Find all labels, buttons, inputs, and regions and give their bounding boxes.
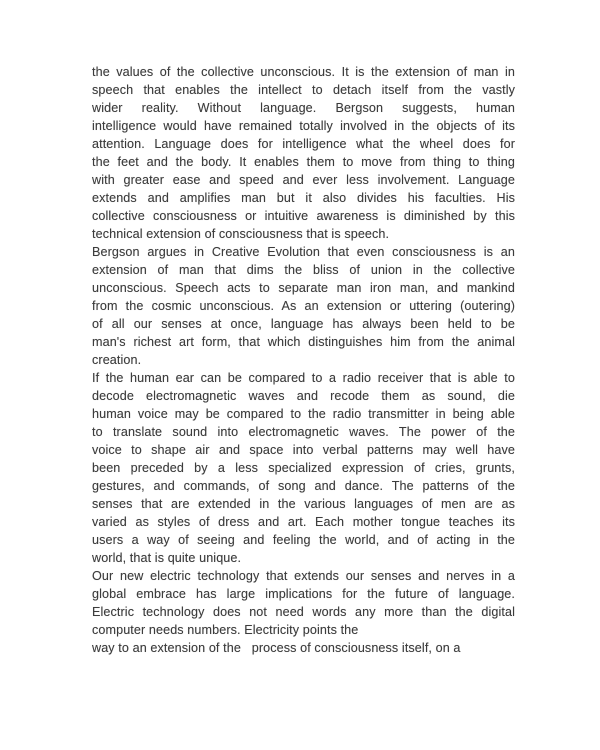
- text-line: Bergson argues in Creative Evolution that even consciousness is an: [92, 245, 515, 259]
- text-line: gestures, and commands, of song and dance. The patterns of the: [92, 479, 515, 493]
- text-line: with greater ease and speed and ever less involvement. Language: [92, 173, 515, 187]
- text-line: varied as styles of dress and art. Each mother tongue teaches its: [92, 515, 515, 529]
- text-line: Our new electric technology that extends our senses and nerves in a: [92, 569, 515, 583]
- text-line: to translate sound into electromagnetic waves. The power of the: [92, 425, 515, 439]
- text-line: human voice may be compared to the radio transmitter in being able: [92, 407, 515, 421]
- text-line: world, that is quite unique.: [92, 551, 242, 565]
- text-line: senses that are extended in the various languages of men are as: [92, 497, 515, 511]
- text-line: computer needs numbers. Electricity points the: [92, 623, 359, 637]
- paragraph: [92, 243, 515, 369]
- text-line: extends and amplifies man but it also divides his faculties. His: [92, 191, 515, 205]
- text-line: users a way of seeing and feeling the world, and of acting in the: [92, 533, 515, 547]
- text-line: voice to shape air and space into verbal patterns may well have: [92, 443, 515, 457]
- text-line: unconscious. Speech acts to separate man iron man, and mankind: [92, 281, 515, 295]
- text-line: decode electromagnetic waves and recode them as sound, die: [92, 389, 515, 403]
- text-line: creation.: [92, 353, 142, 367]
- text-line: intelligence would have remained totally involved in the objects of its: [92, 119, 515, 133]
- paragraph: [92, 369, 515, 567]
- paragraph: [92, 63, 515, 243]
- paragraph: [92, 567, 515, 657]
- text-line: If the human ear can be compared to a radio receiver that is able to: [92, 371, 515, 385]
- text-line: collective consciousness or intuitive awareness is diminished by this: [92, 209, 515, 223]
- text-line: attention. Language does for intelligence what the wheel does for: [92, 137, 515, 151]
- text-line: wider reality. Without language. Bergson suggests, human: [92, 101, 515, 115]
- text-line: speech that enables the intellect to detach itself from the vastly: [92, 83, 515, 97]
- text-line: of all our senses at once, language has always been held to be: [92, 317, 515, 331]
- text-line: man's richest art form, that which distinguishes him from the animal: [92, 335, 515, 349]
- text-line: technical extension of consciousness that is speech.: [92, 227, 390, 241]
- text-line: global embrace has large implications for the future of language.: [92, 587, 515, 601]
- text-line: the feet and the body. It enables them to move from thing to thing: [92, 155, 515, 169]
- text-line: from the cosmic unconscious. As an extension or uttering (outering): [92, 299, 515, 313]
- text-line: extension of man that dims the bliss of union in the collective: [92, 263, 515, 277]
- text-line: Electric technology does not need words any more than the digital: [92, 605, 515, 619]
- text-line: way to an extension of the process of consciousness itself, on a: [92, 641, 461, 655]
- text-line: the values of the collective unconscious. It is the extension of man in: [92, 65, 515, 79]
- text-block: [92, 63, 515, 657]
- text-line: been preceded by a less specialized expression of cries, grunts,: [92, 461, 515, 475]
